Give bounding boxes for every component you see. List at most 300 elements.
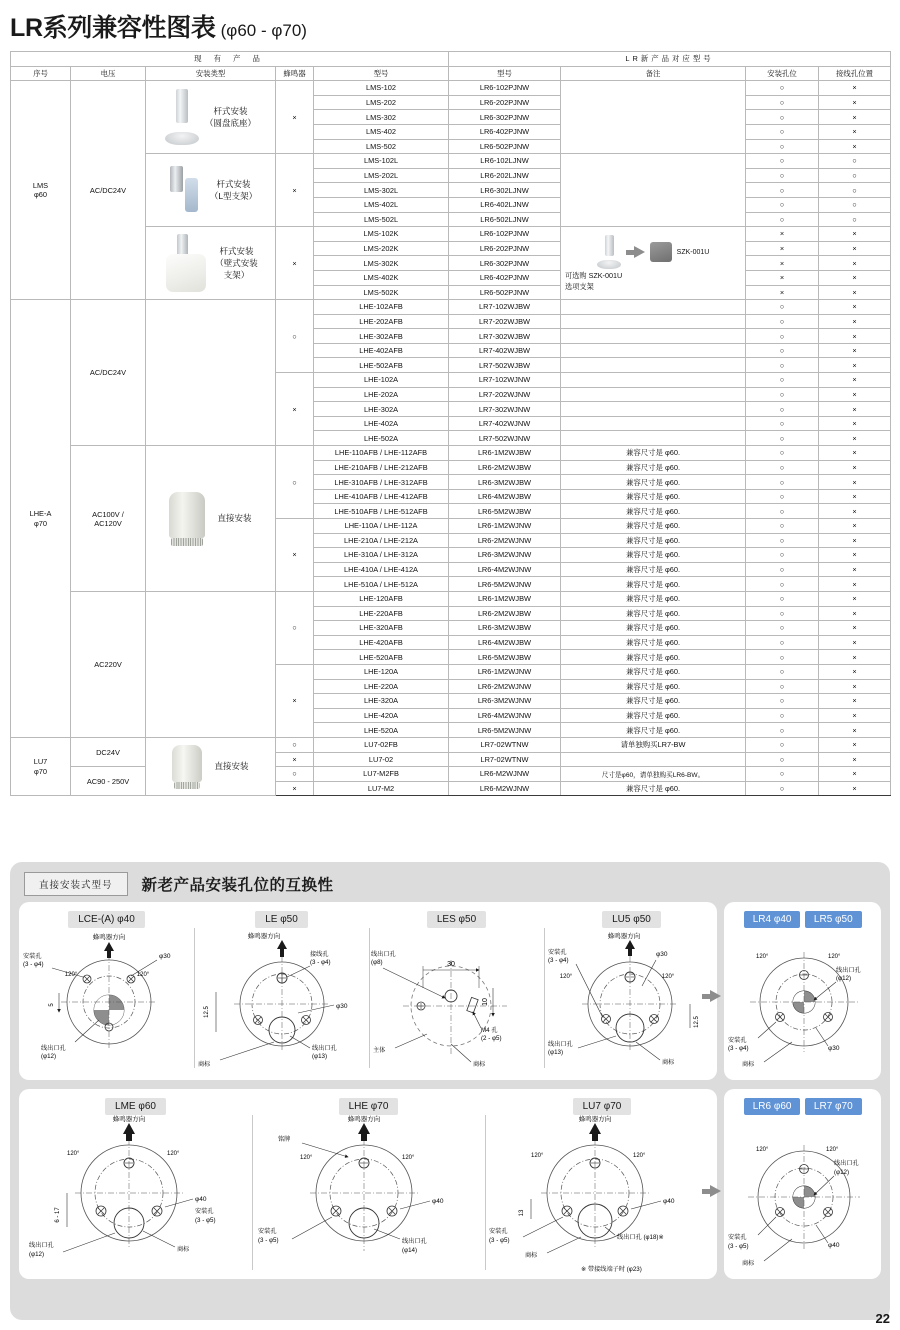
diagram-label-les: LES φ50 (427, 911, 486, 928)
wire-hole-symbol: × (819, 694, 891, 709)
new-model-cell: LR7-202WJNW (449, 387, 561, 402)
page-title-sub: (φ60 - φ70) (220, 21, 307, 40)
diagram-lr4-lr5 (724, 930, 881, 1075)
old-model-cell: LHE-102A (314, 373, 449, 388)
remark-cell: 兼容尺寸是 φ60. (561, 460, 746, 475)
mount-hole-symbol: ○ (746, 752, 819, 767)
new-model-cell: LR7-502WJBW (449, 358, 561, 373)
mount-hole-symbol: ○ (746, 489, 819, 504)
new-model-cell: LR6-302PJNW (449, 256, 561, 271)
wire-hole-symbol: × (819, 431, 891, 446)
footnote-lu7: ※ 带接线端子时 (φ23) (581, 1266, 642, 1273)
wire-hole-label-lhe-l2: (φ14) (402, 1247, 418, 1254)
old-model-cell: LHE-110A / LHE-112A (314, 519, 449, 534)
mount-type-label: 直接安装 (214, 761, 249, 772)
mount-hole-label-lr45-l2: (3 - φ4) (728, 1045, 749, 1052)
new-model-cell: LR6-1M2WJNW (449, 519, 561, 534)
new-model-cell: LR6-3M2WJNW (449, 548, 561, 563)
mount-hole-symbol: ○ (746, 124, 819, 139)
mount-type-cell (146, 227, 276, 300)
szk-bracket-photo (650, 242, 672, 262)
diagram-row-1 (10, 896, 890, 1080)
target-diagram-row1 (724, 902, 881, 1080)
wire-hole-symbol: × (819, 227, 891, 242)
mount-hole-symbol: ○ (746, 635, 819, 650)
wire-hole-symbol: × (819, 737, 891, 752)
diameter-label-lu5: φ30 (656, 951, 668, 958)
mount-hole-symbol: ○ (746, 621, 819, 636)
diagram-label-lu5: LU5 φ50 (602, 911, 661, 928)
remark-cell: 兼容尺寸是 φ60. (561, 664, 746, 679)
mount-hole-symbol: ○ (746, 387, 819, 402)
old-model-cell: LHE-302AFB (314, 329, 449, 344)
mount-hole-label-lhe-l1: 安装孔 (258, 1228, 277, 1235)
table-row (11, 767, 891, 782)
new-model-cell: LR6-2M2WJNW (449, 679, 561, 694)
mount-hole-symbol: ○ (746, 168, 819, 183)
mount-type-cell (146, 737, 276, 795)
wire-hole-label-lce-l2: (φ12) (41, 1053, 57, 1060)
mount-hole-symbol: ○ (746, 737, 819, 752)
old-model-cell: LHE-320AFB (314, 621, 449, 636)
angle-left-lhe: 120° (300, 1155, 313, 1161)
mount-hole-symbol: ○ (746, 358, 819, 373)
wire-hole-symbol: × (819, 460, 891, 475)
wire-hole-symbol: × (819, 475, 891, 490)
wire-hole-symbol: × (819, 139, 891, 154)
voltage-cell: AC90 - 250V (71, 767, 146, 796)
szk-caption: 可选购 SZK-001U 选项支架 (565, 271, 623, 292)
mount-hole-symbol: ○ (746, 708, 819, 723)
series-cell-lhe: LHE-A φ70 (11, 300, 71, 738)
remark-cell (561, 329, 746, 344)
new-model-cell: LR6-502PJNW (449, 139, 561, 154)
wire-hole-label-lr67-l2: (φ12) (834, 1169, 850, 1176)
diameter-label-le: φ30 (336, 1003, 348, 1010)
new-model-cell: LR7-02WTNW (449, 737, 561, 752)
diagram-label-lr5: LR5 φ50 (805, 911, 862, 928)
diagram-label-lme: LME φ60 (105, 1098, 166, 1115)
wire-hole-symbol: × (819, 723, 891, 738)
angle-right-lu7: 120° (633, 1153, 646, 1159)
mount-hole-symbol: ○ (746, 664, 819, 679)
buzzer-symbol: × (276, 154, 314, 227)
mount-type-cell (146, 446, 276, 592)
wire-hole-symbol: × (819, 519, 891, 534)
wire-hole-label-lhe-l1: 线出口孔 (402, 1238, 427, 1245)
old-model-cell: LHE-310A / LHE-312A (314, 548, 449, 563)
new-model-cell: LR6-2M2WJBW (449, 606, 561, 621)
remark-cell: 兼容尺寸是 φ60. (561, 489, 746, 504)
mount-hole-symbol: × (746, 256, 819, 271)
mount-type-label: 杆式安装 （壁式安装 支架） (215, 245, 258, 281)
mount-hole-symbol: ○ (746, 197, 819, 212)
remark-cell (561, 373, 746, 388)
m4-hole-label-l2: (2 - φ5) (481, 1035, 502, 1042)
remark-cell: 兼容尺寸是 φ60. (561, 708, 746, 723)
angle-left-lme: 120° (67, 1151, 80, 1157)
brand-label-lr45: 商标 (742, 1061, 755, 1068)
wire-hole-symbol: × (819, 81, 891, 96)
buzzer-symbol: × (276, 227, 314, 300)
new-model-cell: LR6-102PJNW (449, 81, 561, 96)
wire-hole-symbol: × (819, 416, 891, 431)
vert-dim-lu7: 13 (519, 1209, 525, 1217)
compatibility-table (10, 51, 891, 796)
mount-hole-symbol: ○ (746, 329, 819, 344)
remark-cell: 兼容尺寸是 φ60. (561, 519, 746, 534)
m4-hole-label-l1: M4 孔 (481, 1027, 498, 1034)
new-model-cell: LR6-2M2WJNW (449, 533, 561, 548)
diagram-label-lr6: LR6 φ60 (744, 1098, 801, 1115)
new-model-cell: LR6-3M2WJBW (449, 475, 561, 490)
old-model-cell: LU7-02 (314, 752, 449, 767)
wire-hole-label-lme-l2: (φ12) (29, 1251, 45, 1258)
new-model-cell: LR7-302WJNW (449, 402, 561, 417)
mount-hole-symbol: ○ (746, 767, 819, 782)
new-model-cell: LR6-202PJNW (449, 95, 561, 110)
dim-h-les: 30 (447, 961, 455, 968)
mount-hole-symbol: ○ (746, 183, 819, 198)
new-model-cell: LR6-5M2WJNW (449, 723, 561, 738)
remark-cell (561, 358, 746, 373)
remark-cell: 兼容尺寸是 φ60. (561, 475, 746, 490)
mount-hole-label-lu7-l1: 安装孔 (489, 1228, 508, 1235)
new-model-cell: LR6-302LJNW (449, 183, 561, 198)
wire-hole-symbol: × (819, 767, 891, 782)
old-model-cell: LHE-502AFB (314, 358, 449, 373)
buzzer-direction-label-lme: 蜂鸣器方向 (112, 1116, 146, 1123)
angle-left-lce: 120° (64, 972, 78, 978)
new-model-cell: LR6-4M2WJNW (449, 562, 561, 577)
remark-cell (561, 387, 746, 402)
old-model-cell: LMS-502L (314, 212, 449, 227)
wire-hole-symbol: × (819, 387, 891, 402)
old-model-cell: LHE-420AFB (314, 635, 449, 650)
mount-hole-symbol: × (746, 285, 819, 300)
old-model-cell: LHE-410A / LHE-412A (314, 562, 449, 577)
col-header-old-3: 蜂鸣器 (276, 66, 314, 81)
page-title (0, 0, 900, 48)
old-model-cell: LHE-402A (314, 416, 449, 431)
mount-hole-label-lu7-l2: (3 - φ5) (489, 1237, 510, 1244)
remark-cell: 兼容尺寸是 φ60. (561, 577, 746, 592)
angle-left-lu7: 120° (531, 1153, 544, 1159)
new-model-cell: LR6-5M2WJNW (449, 577, 561, 592)
new-model-cell: LR6-3M2WJNW (449, 694, 561, 709)
new-model-cell: LR6-202PJNW (449, 241, 561, 256)
page-title-main: LR系列兼容性图表 (10, 14, 216, 42)
buzzer-symbol: ○ (276, 446, 314, 519)
diagram-lu7-70 (485, 1115, 719, 1283)
brand-label-lu7: 商标 (525, 1252, 538, 1259)
buzzer-direction-label-lu7: 蜂鸣器方向 (578, 1116, 612, 1123)
wire-hole-symbol: × (819, 489, 891, 504)
new-model-cell: LR7-402WJNW (449, 416, 561, 431)
remark-cell: 兼容尺寸是 φ60. (561, 504, 746, 519)
remark-cell (561, 314, 746, 329)
angle-left-lu5: 120° (559, 974, 573, 980)
wire-hole-symbol: × (819, 591, 891, 606)
direct-mount-tag: 直接安装式型号 (24, 872, 128, 896)
diameter-label-lu7: φ40 (663, 1198, 675, 1205)
voltage-cell: DC24V (71, 737, 146, 766)
wire-hole-symbol: × (819, 358, 891, 373)
interchangeability-panel (10, 862, 890, 1320)
buzzer-symbol: × (276, 752, 314, 767)
remark-cell: 兼容尺寸是 φ60. (561, 694, 746, 709)
mount-hole-label-lr67-l1: 安装孔 (728, 1234, 747, 1241)
wire-hole-symbol: × (819, 124, 891, 139)
wire-hole-symbol: × (819, 270, 891, 285)
wire-hole-label-les-l2: (φ8) (371, 959, 383, 966)
angle-right-lr67: 120° (826, 1147, 839, 1153)
new-model-cell: LR6-502LJNW (449, 212, 561, 227)
panel-header (10, 862, 890, 896)
diameter-label-lme: φ40 (195, 1196, 207, 1203)
new-model-cell: LR7-402WJBW (449, 343, 561, 358)
mount-hole-symbol: ○ (746, 314, 819, 329)
diagram-lr6-lr7 (724, 1119, 881, 1279)
old-model-cell: LHE-320A (314, 694, 449, 709)
new-model-cell: LR6-402PJNW (449, 270, 561, 285)
old-model-cell: LU7-M2 (314, 781, 449, 796)
old-model-cell: LHE-420A (314, 708, 449, 723)
mount-type-cell (146, 300, 276, 446)
mount-type-label: 杆式安装 （圆盘底座） (204, 105, 256, 129)
szk-source-photo (597, 235, 621, 269)
mount-hole-label-lhe-l2: (3 - φ5) (258, 1237, 279, 1244)
mount-hole-symbol: × (746, 241, 819, 256)
old-model-cell: LMS-402 (314, 124, 449, 139)
wire-hole-symbol: ○ (819, 183, 891, 198)
diameter-label-lce: φ30 (159, 953, 171, 960)
col-header-old-1: 电压 (71, 66, 146, 81)
mount-hole-symbol: ○ (746, 154, 819, 169)
remark-cell: 兼容尺寸是 φ60. (561, 679, 746, 694)
new-model-cell: LR6-102PJNW (449, 227, 561, 242)
mount-hole-symbol: × (746, 227, 819, 242)
product-photo (172, 745, 202, 789)
table-row (11, 446, 891, 461)
page-number: 22 (875, 1311, 890, 1326)
mount-hole-symbol: ○ (746, 504, 819, 519)
diagram-lu5-50 (544, 930, 719, 1075)
old-model-cell: LHE-120AFB (314, 591, 449, 606)
new-model-cell: LR7-102WJNW (449, 373, 561, 388)
old-model-cell: LHE-120A (314, 664, 449, 679)
mount-hole-label-lr67-l2: (3 - φ5) (728, 1243, 749, 1250)
mount-hole-symbol: ○ (746, 139, 819, 154)
old-model-cell: LMS-102L (314, 154, 449, 169)
buzzer-direction-label-lce: 蜂鸣器方向 (92, 934, 126, 941)
wire-hole-symbol: × (819, 446, 891, 461)
nameplate-label-lhe: 铭牌 (278, 1136, 291, 1143)
diagram-label-lu7: LU7 φ70 (573, 1098, 632, 1115)
mount-hole-symbol: ○ (746, 562, 819, 577)
old-model-cell: LHE-502A (314, 431, 449, 446)
new-model-cell: LR7-102WJBW (449, 300, 561, 315)
buzzer-symbol: × (276, 519, 314, 592)
old-model-cell: LHE-210AFB / LHE-212AFB (314, 460, 449, 475)
angle-right-lhe: 120° (402, 1155, 415, 1161)
brand-label-les: 商标 (473, 1061, 486, 1068)
mount-hole-label-lr45-l1: 安装孔 (728, 1037, 747, 1044)
mount-hole-label-lme-l2: (3 - φ5) (195, 1217, 216, 1224)
wire-hole-label-lr45-l1: 线出口孔 (836, 967, 862, 974)
vert-dim-lme: 6 - 17 (55, 1207, 61, 1223)
mount-hole-symbol: ○ (746, 606, 819, 621)
old-model-cell: LHE-520A (314, 723, 449, 738)
wire-hole-symbol: ○ (819, 197, 891, 212)
mount-hole-symbol: ○ (746, 300, 819, 315)
remark-cell: 兼容尺寸是 φ60. (561, 650, 746, 665)
diagram-les-50 (369, 930, 544, 1075)
diagram-lme-60 (19, 1115, 252, 1275)
diagram-row-2 (10, 1080, 890, 1279)
wire-hole-symbol: × (819, 110, 891, 125)
vert-dim-lu5: 12.5 (694, 1016, 700, 1028)
brand-label-le: 商标 (198, 1061, 211, 1068)
remark-cell: 请单独购买LR7-BW (561, 737, 746, 752)
old-model-cell: LMS-202 (314, 95, 449, 110)
diagram-label-lr7: LR7 φ70 (805, 1098, 862, 1115)
mount-hole-symbol: ○ (746, 679, 819, 694)
col-header-new-1: 备注 (561, 66, 746, 81)
brand-label-lr67: 商标 (742, 1260, 755, 1267)
angle-right-lu5: 120° (661, 974, 675, 980)
mount-hole-symbol: ○ (746, 460, 819, 475)
remark-cell: 尺寸是φ60，请单独购买LR6-BW。 (561, 767, 746, 782)
wire-hole-label-lme-l1: 线出口孔 (29, 1242, 54, 1249)
buzzer-symbol: × (276, 373, 314, 446)
buzzer-symbol: × (276, 664, 314, 737)
remark-cell (561, 752, 746, 767)
diagram-label-lce: LCE-(A) φ40 (68, 911, 145, 928)
group-header-new: LR新产品对应型号 (449, 52, 891, 67)
wire-hole-label-lr67-l1: 线出口孔 (834, 1160, 860, 1167)
new-model-cell: LR6-102LJNW (449, 154, 561, 169)
remark-cell: 兼容尺寸是 φ60. (561, 533, 746, 548)
remark-cell: 兼容尺寸是 φ60. (561, 635, 746, 650)
old-model-cell: LMS-502 (314, 139, 449, 154)
old-model-cell: LMS-502K (314, 285, 449, 300)
wire-hole-label-lu5-l2: (φ13) (548, 1049, 564, 1056)
remark-cell: 兼容尺寸是 φ60. (561, 606, 746, 621)
wire-hole-symbol: × (819, 621, 891, 636)
mount-hole-label-lu5-l2: (3 - φ4) (548, 957, 569, 964)
new-model-cell: LR6-M2WJNW (449, 767, 561, 782)
wire-hole-symbol: × (819, 708, 891, 723)
new-model-cell: LR7-302WJBW (449, 329, 561, 344)
wire-hole-symbol: × (819, 606, 891, 621)
voltage-cell: AC/DC24V (71, 81, 146, 300)
mount-hole-symbol: ○ (746, 110, 819, 125)
old-model-cell: LHE-302A (314, 402, 449, 417)
new-model-cell: LR7-02WTNW (449, 752, 561, 767)
voltage-cell: AC/DC24V (71, 300, 146, 446)
old-model-cell: LMS-302L (314, 183, 449, 198)
wire-hole-symbol: × (819, 504, 891, 519)
diameter-label-lhe: φ40 (432, 1198, 444, 1205)
new-model-cell: LR6-3M2WJBW (449, 621, 561, 636)
old-model-cell: LHE-310AFB / LHE-312AFB (314, 475, 449, 490)
wire-hole-symbol: × (819, 314, 891, 329)
new-model-cell: LR6-4M2WJBW (449, 635, 561, 650)
remark-cell: 兼容尺寸是 φ60. (561, 562, 746, 577)
new-model-cell: LR7-202WJBW (449, 314, 561, 329)
mount-type-cell (146, 81, 276, 154)
wire-conn-hole-le-l1: 接线孔 (310, 951, 329, 958)
old-model-cell: LHE-410AFB / LHE-412AFB (314, 489, 449, 504)
dim-v-les: 10 (482, 998, 489, 1006)
new-model-cell: LR6-302PJNW (449, 110, 561, 125)
old-model-cell: LHE-202AFB (314, 314, 449, 329)
mount-type-cell (146, 591, 276, 737)
col-header-new-0: 型号 (449, 66, 561, 81)
wire-hole-label-lu5-l1: 线出口孔 (548, 1041, 573, 1048)
angle-right-lce: 120° (136, 972, 150, 978)
series-cell-lms: LMS φ60 (11, 81, 71, 300)
diameter-label-lr45: φ30 (828, 1045, 840, 1052)
buzzer-direction-label-lu5: 蜂鸣器方向 (607, 933, 641, 940)
mount-hole-symbol: ○ (746, 446, 819, 461)
remark-cell: 兼容尺寸是 φ60. (561, 548, 746, 563)
new-model-cell: LR6-1M2WJNW (449, 664, 561, 679)
mount-hole-symbol: ○ (746, 519, 819, 534)
col-header-new-3: 接线孔位置 (819, 66, 891, 81)
old-model-cell: LHE-220A (314, 679, 449, 694)
remark-cell: 兼容尺寸是 φ60. (561, 723, 746, 738)
mount-hole-symbol: ○ (746, 781, 819, 796)
buzzer-direction-label-le: 蜂鸣器方向 (247, 933, 281, 940)
old-model-cell: LHE-510A / LHE-512A (314, 577, 449, 592)
mount-hole-symbol: ○ (746, 402, 819, 417)
mount-hole-symbol: ○ (746, 373, 819, 388)
angle-left-lr45: 120° (756, 954, 769, 960)
wire-hole-label-lu7: 线出口孔 (φ18)※ (617, 1234, 664, 1241)
remark-cell (561, 416, 746, 431)
remark-cell: 兼容尺寸是 φ60. (561, 591, 746, 606)
old-model-cell: LHE-102AFB (314, 300, 449, 315)
buzzer-symbol: × (276, 781, 314, 796)
buzzer-symbol: ○ (276, 767, 314, 782)
old-model-cell: LHE-520AFB (314, 650, 449, 665)
wire-hole-symbol: × (819, 548, 891, 563)
product-photo (164, 164, 204, 216)
buzzer-symbol: ○ (276, 591, 314, 664)
remark-cell (561, 402, 746, 417)
remark-cell (561, 154, 746, 227)
wire-hole-symbol: × (819, 635, 891, 650)
new-model-cell: LR6-502PJNW (449, 285, 561, 300)
mount-hole-symbol: ○ (746, 548, 819, 563)
transform-arrow-row1 (702, 990, 721, 1002)
remark-cell (561, 300, 746, 315)
wire-hole-symbol: ○ (819, 154, 891, 169)
angle-right-lme: 120° (167, 1151, 180, 1157)
wire-hole-symbol: × (819, 679, 891, 694)
mount-type-cell (146, 154, 276, 227)
old-model-cell: LMS-402K (314, 270, 449, 285)
old-model-cell: LMS-202K (314, 241, 449, 256)
col-header-old-4: 型号 (314, 66, 449, 81)
remark-cell: 兼容尺寸是 φ60. (561, 621, 746, 636)
wire-hole-symbol: ○ (819, 168, 891, 183)
wire-hole-symbol: ○ (819, 212, 891, 227)
source-diagrams-row2 (19, 1089, 717, 1279)
old-model-cell: LHE-220AFB (314, 606, 449, 621)
